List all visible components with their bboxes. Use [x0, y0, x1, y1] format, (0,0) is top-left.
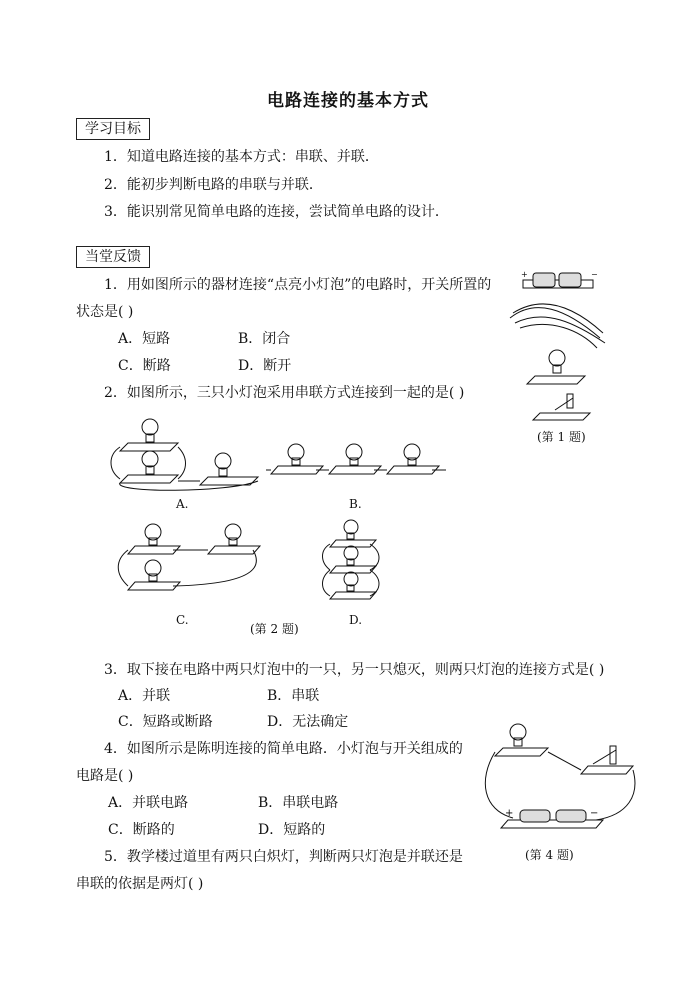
q4-battery-minus: −	[590, 808, 599, 819]
q3-option-b: B．串联	[267, 688, 320, 704]
q1-option-c: C．断路	[118, 358, 171, 374]
q2-figure-a	[108, 415, 268, 500]
q1-option-d: D．断开	[238, 358, 292, 374]
q2-label-d: D.	[349, 613, 363, 627]
q1-stem-line1: 1．用如图所示的器材连接“点亮小灯泡”的电路时，开关所置的	[104, 277, 492, 293]
q2-figure-b	[268, 440, 448, 485]
q4-stem-line1: 4．如图所示是陈明连接的简单电路．小灯泡与开关组成的	[104, 741, 463, 757]
q1-stem-line2: 状态是( )	[76, 304, 134, 320]
q3-option-a: A．并联	[118, 688, 171, 704]
objective-item: 2．能初步判断电路的串联与并联．	[104, 177, 323, 193]
q4-option-a: A．并联电路	[108, 795, 189, 811]
q1-figure	[505, 268, 615, 428]
q2-caption: (第 2 题)	[250, 622, 299, 636]
q4-battery-plus: +	[505, 808, 514, 819]
q5-stem-line2: 串联的依据是两灯( )	[76, 876, 204, 892]
q2-stem: 2．如图所示，三只小灯泡采用串联方式连接到一起的是( )	[104, 385, 465, 401]
q3-option-d: D．无法确定	[267, 714, 349, 730]
q2-label-c: C.	[176, 613, 189, 627]
q1-battery-minus: −	[591, 270, 598, 279]
q4-option-c: C．断路的	[108, 822, 175, 838]
q4-option-d: D．短路的	[258, 822, 326, 838]
q2-figure-c	[115, 522, 265, 602]
q2-label-b: B.	[349, 497, 362, 511]
page-title: 电路连接的基本方式	[267, 91, 429, 111]
objective-item: 3．能识别常见简单电路的连接，尝试简单电路的设计．	[104, 204, 449, 220]
q4-caption: (第 4 题)	[525, 848, 574, 862]
q1-option-a: A．短路	[118, 331, 171, 347]
q4-stem-line2: 电路是( )	[76, 768, 134, 784]
objective-item: 1．知道电路连接的基本方式：串联、并联．	[104, 149, 379, 165]
q5-stem-line1: 5．教学楼过道里有两只白炽灯，判断两只灯泡是并联还是	[104, 849, 463, 865]
section-feedback-label: 当堂反馈	[76, 246, 150, 268]
q2-figure-d	[318, 520, 388, 608]
q1-option-b: B．闭合	[238, 331, 291, 347]
q3-stem: 3．取下接在电路中两只灯泡中的一只，另一只熄灭，则两只灯泡的连接方式是( )	[104, 662, 605, 678]
section-objectives-label: 学习目标	[76, 118, 150, 140]
q2-label-a: A.	[176, 497, 189, 511]
q1-battery-plus: +	[521, 270, 528, 279]
q3-option-c: C．短路或断路	[118, 714, 213, 730]
q4-figure	[478, 720, 636, 840]
q4-option-b: B．串联电路	[258, 795, 339, 811]
q1-caption: (第 1 题)	[537, 430, 586, 444]
